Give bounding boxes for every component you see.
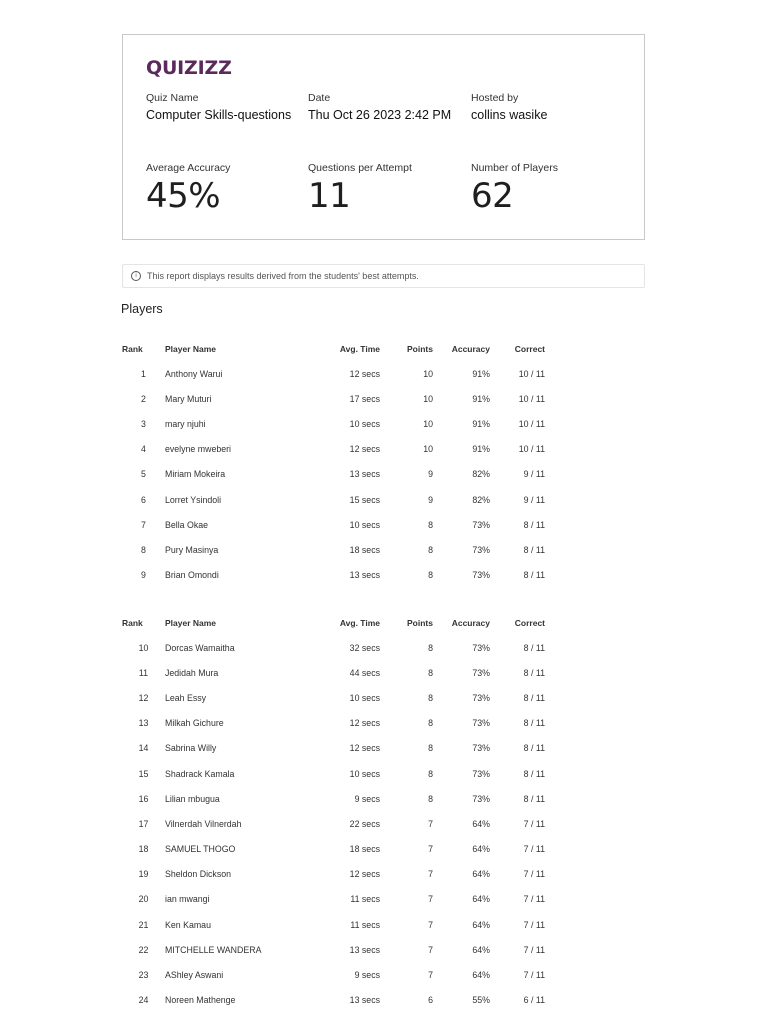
player-correct: 7 / 11 [523, 944, 545, 955]
player-correct: 10 / 11 [518, 393, 545, 404]
player-name: Milkah Gichure [165, 718, 224, 729]
table-row [122, 937, 545, 962]
player-accuracy: 64% [472, 970, 490, 981]
player-avg-time: 10 secs [349, 692, 380, 703]
table-row [122, 988, 545, 1013]
player-correct: 8 / 11 [523, 718, 545, 729]
player-name: Leah Essy [165, 692, 207, 703]
player-points: 10 [423, 418, 433, 429]
player-rank: 23 [138, 970, 149, 981]
players-section-title: Players [121, 302, 163, 316]
player-name-header: Player Name [165, 617, 217, 628]
player-accuracy: 64% [472, 894, 490, 905]
table-row [122, 811, 545, 836]
correct-header: Correct [514, 343, 545, 354]
player-points: 7 [428, 919, 433, 930]
player-correct: 8 / 11 [523, 570, 545, 581]
quiz-name-field [146, 92, 291, 122]
player-accuracy: 73% [472, 642, 490, 653]
table-row [122, 537, 545, 562]
number-of-players-label: Number of Players [471, 162, 558, 174]
quiz-name-value: Computer Skills-questions [146, 108, 292, 122]
player-points: 7 [428, 818, 433, 829]
quiz-summary-card [122, 34, 645, 240]
best-attempt-notice [122, 264, 645, 288]
player-accuracy: 91% [472, 368, 490, 379]
accuracy-header: Accuracy [451, 617, 490, 628]
player-points: 8 [428, 667, 433, 678]
table-row [122, 487, 545, 512]
player-rank: 24 [138, 995, 149, 1006]
player-points: 9 [428, 469, 433, 480]
date-value: Thu Oct 26 2023 2:42 PM [308, 108, 452, 122]
player-points: 10 [423, 393, 433, 404]
player-points: 8 [428, 793, 433, 804]
player-points: 6 [428, 995, 433, 1006]
player-accuracy: 55% [472, 995, 490, 1006]
player-avg-time: 15 secs [349, 494, 380, 505]
date-label: Date [308, 92, 331, 104]
table-row [122, 386, 545, 411]
player-correct: 7 / 11 [523, 919, 545, 930]
table-row [122, 862, 545, 887]
player-accuracy: 73% [472, 544, 490, 555]
player-correct: 7 / 11 [523, 818, 545, 829]
player-points: 7 [428, 844, 433, 855]
host-label: Hosted by [471, 92, 519, 104]
player-name: Bella Okae [165, 519, 209, 530]
player-rank: 1 [141, 368, 146, 379]
average-accuracy-label: Average Accuracy [146, 162, 231, 174]
player-points: 8 [428, 519, 433, 530]
player-points: 10 [423, 368, 433, 379]
player-rank: 12 [138, 692, 149, 703]
player-correct: 7 / 11 [523, 894, 545, 905]
player-points: 10 [423, 444, 433, 455]
player-points: 7 [428, 894, 433, 905]
player-avg-time: 12 secs [349, 718, 380, 729]
host-field [471, 92, 547, 122]
player-rank: 11 [138, 667, 149, 678]
player-correct: 6 / 11 [523, 995, 545, 1006]
notice-text: This report displays results derived from the students' best attempts. [147, 271, 419, 281]
player-name: Noreen Mathenge [165, 995, 236, 1006]
player-avg-time: 13 secs [349, 944, 380, 955]
player-accuracy: 73% [472, 692, 490, 703]
player-avg-time: 17 secs [349, 393, 380, 404]
player-avg-time: 10 secs [349, 519, 380, 530]
date-field [308, 92, 451, 122]
player-correct: 9 / 11 [523, 494, 545, 505]
player-points: 8 [428, 743, 433, 754]
player-name: Miriam Mokeira [165, 469, 226, 480]
player-accuracy: 64% [472, 844, 490, 855]
player-accuracy: 73% [472, 667, 490, 678]
player-name: Ken Kamau [165, 919, 211, 930]
points-header: Points [407, 617, 433, 628]
player-rank: 21 [138, 919, 149, 930]
table-row [122, 462, 545, 487]
player-accuracy: 64% [472, 919, 490, 930]
player-rank: 4 [141, 444, 146, 455]
player-avg-time: 13 secs [349, 469, 380, 480]
player-avg-time: 9 secs [354, 970, 380, 981]
player-correct: 8 / 11 [523, 793, 545, 804]
players-table-body [122, 635, 545, 1013]
player-name: evelyne mweberi [165, 444, 232, 455]
player-correct: 10 / 11 [518, 444, 545, 455]
player-name: Anthony Warui [165, 368, 223, 379]
player-avg-time: 44 secs [349, 667, 380, 678]
player-rank: 19 [138, 869, 149, 880]
quiz-name-label: Quiz Name [146, 92, 199, 104]
players-table-page-2 [122, 610, 545, 1013]
player-rank: 9 [141, 570, 146, 581]
player-avg-time: 22 secs [349, 818, 380, 829]
player-rank: 16 [138, 793, 149, 804]
table-row [122, 736, 545, 761]
number-of-players-value: 62 [471, 176, 514, 216]
player-name: Shadrack Kamala [165, 768, 235, 779]
info-icon: i [131, 271, 141, 281]
player-rank: 13 [138, 718, 149, 729]
player-name: Brian Omondi [165, 570, 219, 581]
player-rank: 2 [141, 393, 146, 404]
player-correct: 9 / 11 [523, 469, 545, 480]
table-row [122, 887, 545, 912]
accuracy-header: Accuracy [451, 343, 490, 354]
player-correct: 8 / 11 [523, 743, 545, 754]
player-points: 8 [428, 642, 433, 653]
average-accuracy-value: 45% [146, 176, 221, 216]
player-avg-time: 12 secs [349, 444, 380, 455]
player-name: mary njuhi [165, 418, 206, 429]
table-header-row [122, 610, 545, 635]
player-points: 7 [428, 944, 433, 955]
player-points: 9 [428, 494, 433, 505]
player-rank: 7 [141, 519, 146, 530]
player-rank: 15 [138, 768, 149, 779]
table-row [122, 635, 545, 660]
player-name: Pury Masinya [165, 544, 219, 555]
player-name: Vilnerdah Vilnerdah [165, 818, 242, 829]
player-name: Sheldon Dickson [165, 869, 232, 880]
player-accuracy: 73% [472, 793, 490, 804]
player-correct: 10 / 11 [518, 368, 545, 379]
player-avg-time: 13 secs [349, 995, 380, 1006]
player-avg-time: 10 secs [349, 418, 380, 429]
avg-time-header: Avg. Time [339, 343, 380, 354]
player-points: 8 [428, 692, 433, 703]
player-name-header: Player Name [165, 343, 217, 354]
player-accuracy: 64% [472, 818, 490, 829]
player-accuracy: 91% [472, 444, 490, 455]
player-avg-time: 11 secs [350, 894, 380, 905]
questions-per-attempt-value: 11 [308, 176, 351, 216]
table-row [122, 361, 545, 386]
player-rank: 17 [138, 818, 149, 829]
player-rank: 14 [138, 743, 149, 754]
player-rank: 6 [141, 494, 146, 505]
player-accuracy: 64% [472, 944, 490, 955]
player-name: SAMUEL THOGO [165, 844, 236, 855]
player-correct: 7 / 11 [523, 970, 545, 981]
avg-time-header: Avg. Time [339, 617, 380, 628]
player-rank: 10 [138, 642, 149, 653]
table-row [122, 563, 545, 588]
player-name: ian mwangi [165, 894, 210, 905]
player-correct: 10 / 11 [518, 418, 545, 429]
player-name: Lorret Ysindoli [165, 494, 222, 505]
player-rank: 5 [141, 469, 146, 480]
correct-header: Correct [514, 617, 545, 628]
player-rank: 20 [138, 894, 149, 905]
player-accuracy: 91% [472, 418, 490, 429]
player-name: Jedidah Mura [165, 667, 219, 678]
table-row [122, 660, 545, 685]
player-correct: 8 / 11 [523, 692, 545, 703]
player-accuracy: 73% [472, 768, 490, 779]
questions-per-attempt-label: Questions per Attempt [308, 162, 412, 174]
player-accuracy: 73% [472, 519, 490, 530]
number-of-players-stat [471, 162, 558, 216]
player-points: 7 [428, 970, 433, 981]
rank-header: Rank [122, 617, 143, 628]
player-avg-time: 32 secs [349, 642, 380, 653]
quizizz-logo: QUIZIZZ [146, 57, 232, 79]
players-table-body [122, 361, 545, 588]
table-header-row [122, 336, 545, 361]
player-points: 8 [428, 768, 433, 779]
player-avg-time: 10 secs [349, 768, 380, 779]
player-avg-time: 12 secs [349, 743, 380, 754]
player-points: 8 [428, 718, 433, 729]
table-row [122, 962, 545, 987]
table-row [122, 786, 545, 811]
player-correct: 8 / 11 [523, 667, 545, 678]
player-avg-time: 9 secs [354, 793, 380, 804]
player-name: AShley Aswani [165, 970, 224, 981]
average-accuracy-stat [146, 162, 230, 216]
player-accuracy: 73% [472, 743, 490, 754]
questions-per-attempt-stat [308, 162, 412, 216]
player-avg-time: 12 secs [349, 368, 380, 379]
player-avg-time: 12 secs [349, 869, 380, 880]
table-row [122, 411, 545, 436]
table-row [122, 837, 545, 862]
table-row [122, 512, 545, 537]
player-accuracy: 64% [472, 869, 490, 880]
player-correct: 7 / 11 [523, 869, 545, 880]
player-name: Lilian mbugua [165, 793, 220, 804]
player-points: 7 [428, 869, 433, 880]
player-avg-time: 13 secs [349, 570, 380, 581]
player-points: 8 [428, 570, 433, 581]
player-correct: 7 / 11 [523, 844, 545, 855]
player-name: MITCHELLE WANDERA [165, 944, 262, 955]
player-rank: 22 [138, 944, 149, 955]
player-name: Dorcas Wamaitha [165, 642, 235, 653]
players-table-page-1 [122, 336, 545, 588]
player-rank: 8 [141, 544, 146, 555]
table-row [122, 685, 545, 710]
player-points: 8 [428, 544, 433, 555]
player-correct: 8 / 11 [523, 519, 545, 530]
player-accuracy: 73% [472, 570, 490, 581]
table-row [122, 761, 545, 786]
player-accuracy: 82% [472, 469, 490, 480]
player-accuracy: 91% [472, 393, 490, 404]
player-accuracy: 82% [472, 494, 490, 505]
player-avg-time: 11 secs [350, 919, 380, 930]
rank-header: Rank [122, 343, 143, 354]
points-header: Points [407, 343, 433, 354]
player-correct: 8 / 11 [523, 544, 545, 555]
player-rank: 3 [141, 418, 146, 429]
player-correct: 8 / 11 [523, 642, 545, 653]
table-row [122, 437, 545, 462]
table-row [122, 912, 545, 937]
player-accuracy: 73% [472, 718, 490, 729]
host-value: collins wasike [471, 108, 548, 122]
player-correct: 8 / 11 [523, 768, 545, 779]
player-rank: 18 [138, 844, 149, 855]
table-row [122, 711, 545, 736]
player-avg-time: 18 secs [349, 544, 380, 555]
player-name: Sabrina Willy [165, 743, 217, 754]
player-avg-time: 18 secs [349, 844, 380, 855]
player-name: Mary Muturi [165, 393, 212, 404]
